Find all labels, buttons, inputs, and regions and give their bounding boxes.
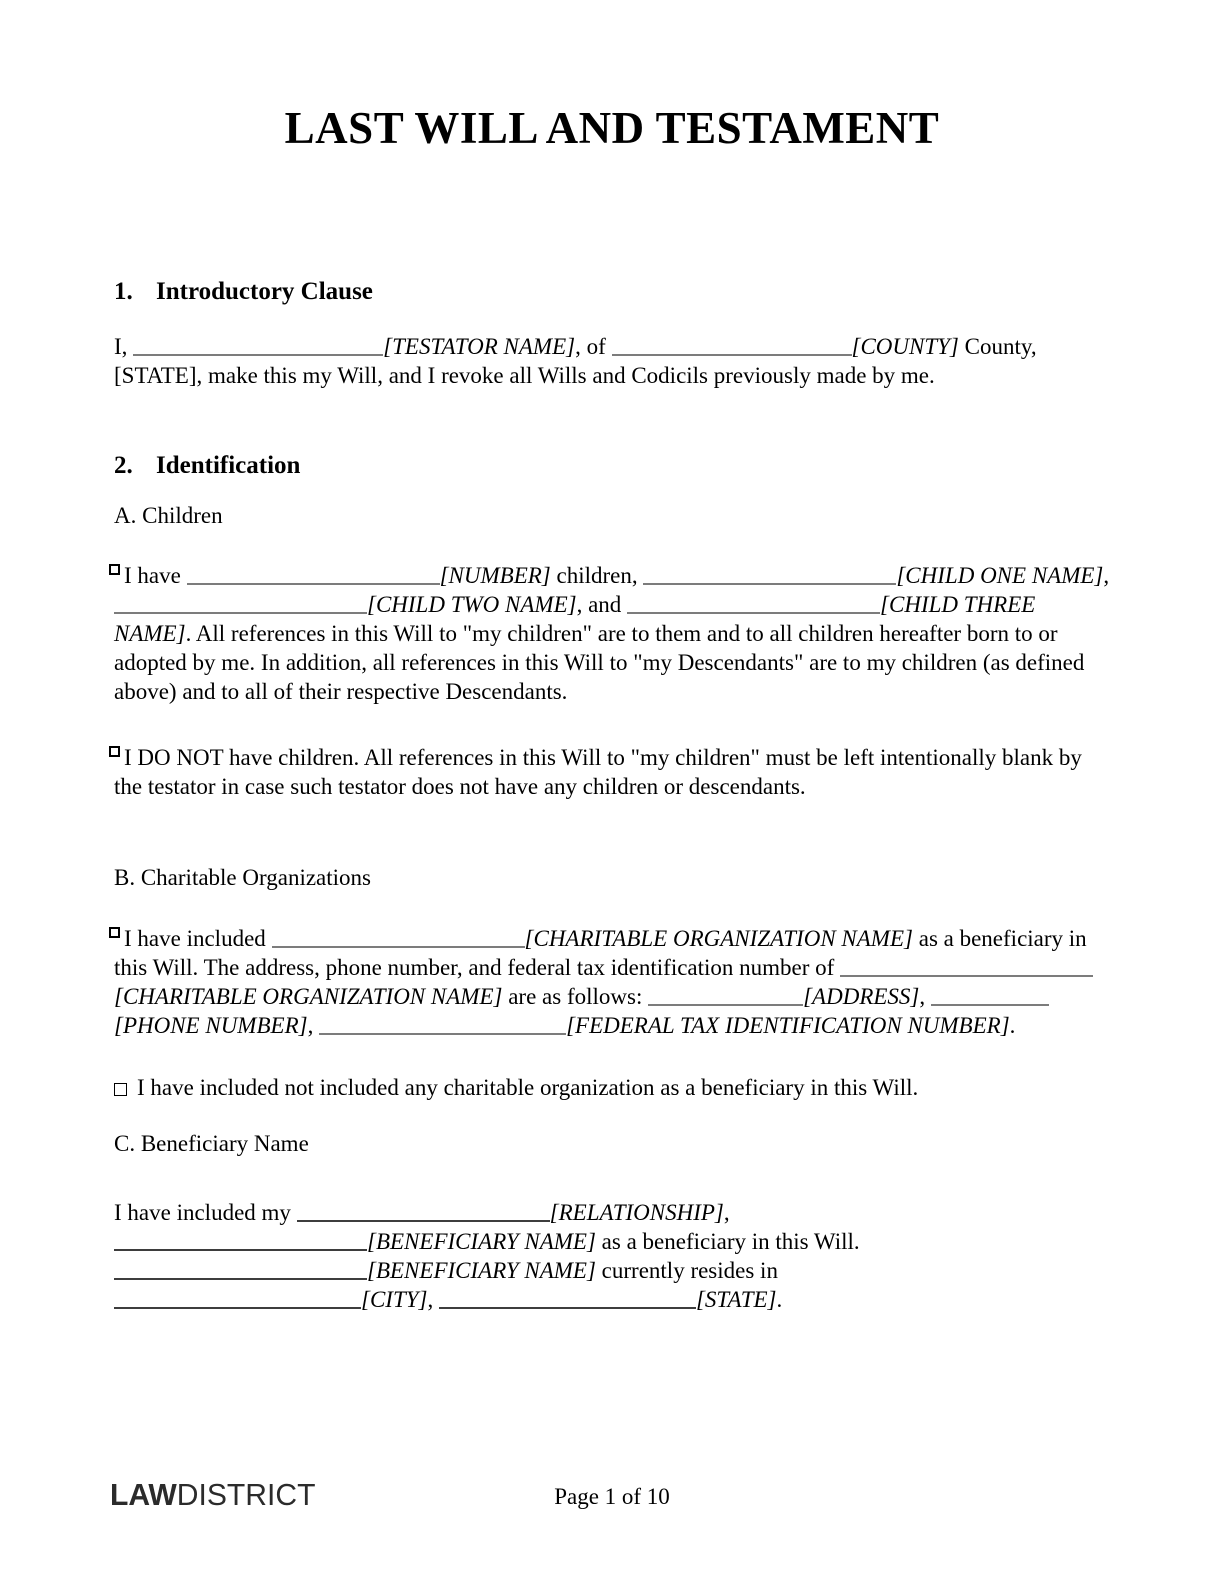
placeholder-text: [COUNTY]: [851, 334, 959, 359]
blank-field: [439, 1291, 696, 1309]
section-heading: [114, 450, 1110, 481]
blank-field: [840, 959, 1093, 977]
checkbox-icon[interactable]: [114, 1083, 127, 1096]
blank-field: [272, 930, 525, 948]
placeholder-text: [PHONE NUMBER]: [114, 1013, 308, 1038]
blank-field: [612, 338, 852, 356]
paragraph: I, [TESTATOR NAME], of [COUNTY] County, [STATE], make this my Will, and I revoke all Wills and Codicils previously made by me.: [114, 334, 1037, 388]
blank-field: [931, 988, 1049, 1006]
blank-field: [114, 1262, 367, 1280]
placeholder-text: [BENEFICIARY NAME]: [367, 1229, 596, 1254]
blank-field: [114, 1233, 367, 1251]
page-title: LAST WILL AND TESTAMENT: [284, 103, 940, 153]
checkbox-icon[interactable]: [109, 564, 120, 575]
paragraph: I have included not included any charitable organization as a beneficiary in this Will.: [114, 1073, 1110, 1102]
blank-field: [319, 1017, 566, 1035]
placeholder-text: [RELATIONSHIP]: [549, 1200, 724, 1225]
placeholder-text: [CHARITABLE ORGANIZATION NAME]: [114, 984, 503, 1009]
logo-text-district: DISTRICT: [176, 1477, 316, 1512]
placeholder-text: [CHILD ONE NAME]: [896, 563, 1104, 588]
placeholder-text: [CHILD THREE NAME]: [114, 592, 1036, 646]
blank-field: [187, 567, 440, 585]
placeholder-text: [TESTATOR NAME]: [383, 334, 576, 359]
placeholder-text: [CITY]: [361, 1287, 428, 1312]
section-heading-label: Identification: [156, 452, 301, 479]
page-number: Page 1 of 10: [554, 1484, 670, 1509]
paragraph: I have included [CHARITABLE ORGANIZATION NAME] as a beneficiary in this Will. The address, phone number, and federal tax identification number of [CHARITABLE ORGANIZATION NAME] are as follows: [ADDRESS], [PHONE NUMBER], [FEDERAL TAX IDENTIFICATION NUMBER].: [114, 924, 1110, 1040]
placeholder-text: [CHARITABLE ORGANIZATION NAME]: [524, 926, 913, 951]
blank-field: [643, 567, 896, 585]
placeholder-text: [BENEFICIARY NAME]: [367, 1258, 596, 1283]
section-heading-label: Introductory Clause: [156, 278, 373, 305]
logo-text-law: LAW: [110, 1477, 177, 1512]
placeholder-text: [FEDERAL TAX IDENTIFICATION NUMBER]: [566, 1013, 1010, 1038]
blank-field: [114, 1291, 361, 1309]
placeholder-text: [ADDRESS]: [803, 984, 920, 1009]
paragraph: I have included my [RELATIONSHIP], [BENEFICIARY NAME] as a beneficiary in this Will. [BENEFICIARY NAME] currently resides in [CITY], [STATE].: [114, 1200, 860, 1312]
paragraph: I DO NOT have children. All references in this Will to "my children" must be left intentionally blank by the testator in case such testator does not have any children or descendants.: [114, 743, 1110, 801]
placeholder-text: [NUMBER]: [439, 563, 551, 588]
blank-field: [627, 596, 880, 614]
blank-field: [114, 596, 367, 614]
sub-heading: A. Children: [114, 503, 223, 528]
checkbox-icon[interactable]: [109, 927, 120, 938]
section-number: 1.: [114, 278, 133, 305]
section-heading: [114, 276, 1110, 307]
section-number: 2.: [114, 452, 133, 479]
placeholder-text: [STATE]: [695, 1287, 777, 1312]
blank-field: [297, 1204, 550, 1222]
checkbox-icon[interactable]: [109, 746, 120, 757]
placeholder-text: [CHILD TWO NAME]: [367, 592, 577, 617]
sub-heading: C. Beneficiary Name: [114, 1131, 309, 1156]
sub-heading: B. Charitable Organizations: [114, 865, 371, 890]
paragraph: I have [NUMBER] children, [CHILD ONE NAME], [CHILD TWO NAME], and [CHILD THREE NAME]. All references in this Will to "my children" are to them and to all children hereafter born to or adopted by me. In addition, all references in this Will to "my Descendants" are to my children (as defined above) and to all of their respective Descendants.: [114, 561, 1110, 706]
blank-field: [648, 988, 803, 1006]
blank-field: [133, 338, 383, 356]
